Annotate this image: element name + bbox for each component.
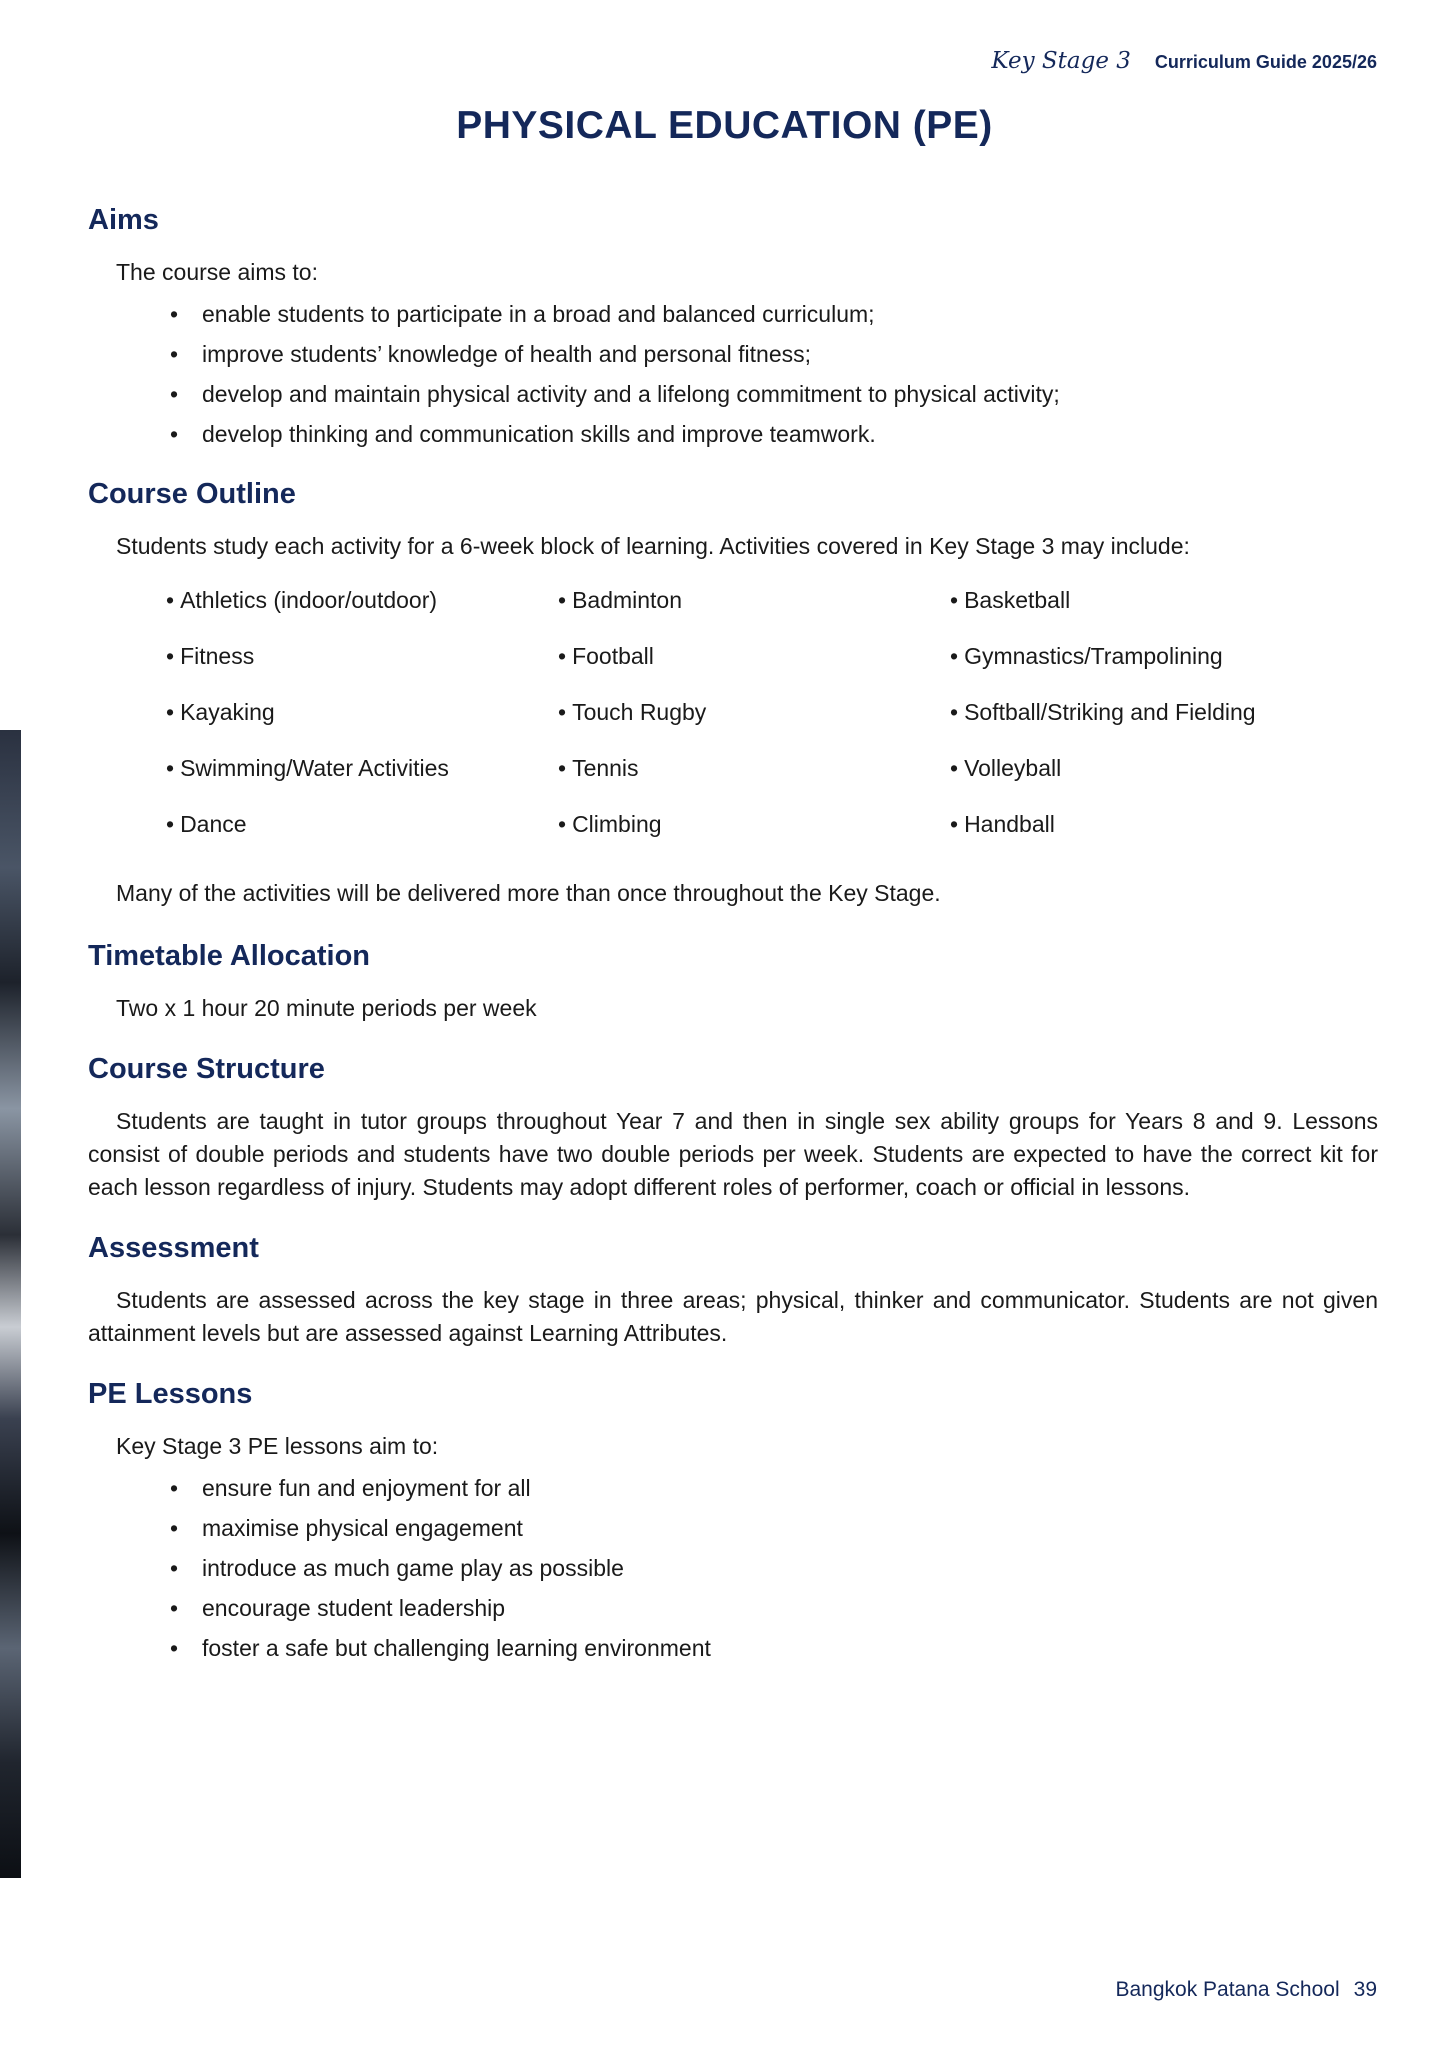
side-photo-strip — [0, 730, 21, 1878]
list-item: • ensure fun and enjoyment for all — [170, 1475, 531, 1501]
page-title: PHYSICAL EDUCATION (PE) — [456, 104, 993, 147]
activity-item: • Softball/Striking and Fielding — [950, 699, 1256, 725]
header-guide: Curriculum Guide 2025/26 — [1154, 52, 1377, 72]
aims-list — [170, 294, 1378, 454]
list-item: • introduce as much game play as possible — [170, 1555, 624, 1581]
activities-grid — [166, 584, 1378, 841]
aims-intro: The course aims to: — [116, 259, 318, 285]
outline-note: Many of the activities will be delivered more than once throughout the Key Stage. — [116, 880, 941, 906]
activity-item: • Volleyball — [950, 755, 1062, 781]
list-item: • develop thinking and communication skills and improve teamwork. — [170, 421, 876, 447]
lessons-list — [170, 1468, 1378, 1668]
outline-section — [88, 474, 1378, 910]
list-item: • foster a safe but challenging learning environment — [170, 1635, 711, 1661]
lessons-intro: Key Stage 3 PE lessons aim to: — [116, 1433, 439, 1459]
structure-text: Students are taught in tutor groups throughout Year 7 and then in single sex ability groups for Years 8 and 9. Lessons consist of double periods and students have two double periods per week. Students are expected to have the correct kit for each lesson regardless of injury. Students may adopt different roles of performer, coach or official in lessons. — [88, 1108, 1378, 1200]
assessment-heading: Assessment — [88, 1232, 259, 1264]
activity-item: • Dance — [166, 811, 247, 837]
aims-heading: Aims — [88, 204, 159, 236]
page-content — [88, 178, 1378, 1668]
activity-item: • Basketball — [950, 587, 1071, 613]
activity-item: • Climbing — [558, 811, 662, 837]
list-item: • improve students’ knowledge of health and personal fitness; — [170, 341, 812, 367]
list-item: • enable students to participate in a broad and balanced curriculum; — [170, 301, 875, 327]
list-item: • encourage student leadership — [170, 1595, 506, 1621]
timetable-section — [88, 936, 1378, 1025]
activity-item: • Gymnastics/Trampolining — [950, 643, 1223, 669]
page-number: 39 — [1353, 1978, 1377, 2001]
activity-item: • Touch Rugby — [558, 699, 707, 725]
activity-item: • Kayaking — [166, 699, 275, 725]
activity-item: • Football — [558, 643, 654, 669]
activity-item: • Handball — [950, 811, 1055, 837]
outline-heading: Course Outline — [88, 478, 296, 510]
assessment-section — [88, 1228, 1378, 1350]
running-header — [991, 48, 1377, 74]
activity-item: • Fitness — [166, 643, 255, 669]
header-stage: Key Stage 3 — [991, 48, 1131, 74]
outline-intro: Students study each activity for a 6-week block of learning. Activities covered in Key Stage 3 may include: — [116, 533, 1190, 559]
assessment-text: Students are assessed across the key stage in three areas; physical, thinker and communicator. Students are not given attainment levels but are assessed against Learning Attributes. — [88, 1287, 1378, 1346]
lessons-heading: PE Lessons — [88, 1378, 253, 1410]
timetable-heading: Timetable Allocation — [88, 940, 370, 972]
activity-item: • Badminton — [558, 587, 683, 613]
activity-item: • Swimming/Water Activities — [166, 755, 449, 781]
structure-heading: Course Structure — [88, 1053, 325, 1085]
activity-item: • Tennis — [558, 755, 639, 781]
timetable-text: Two x 1 hour 20 minute periods per week — [116, 995, 537, 1021]
aims-section — [88, 200, 1378, 454]
page-footer — [1115, 1978, 1377, 2002]
list-item: • maximise physical engagement — [170, 1515, 523, 1541]
list-item: • develop and maintain physical activity and a lifelong commitment to physical activity; — [170, 381, 1060, 407]
lessons-section — [88, 1374, 1378, 1668]
footer-school: Bangkok Patana School — [1115, 1978, 1340, 2001]
structure-section — [88, 1049, 1378, 1204]
activity-item: • Athletics (indoor/outdoor) — [166, 587, 438, 613]
